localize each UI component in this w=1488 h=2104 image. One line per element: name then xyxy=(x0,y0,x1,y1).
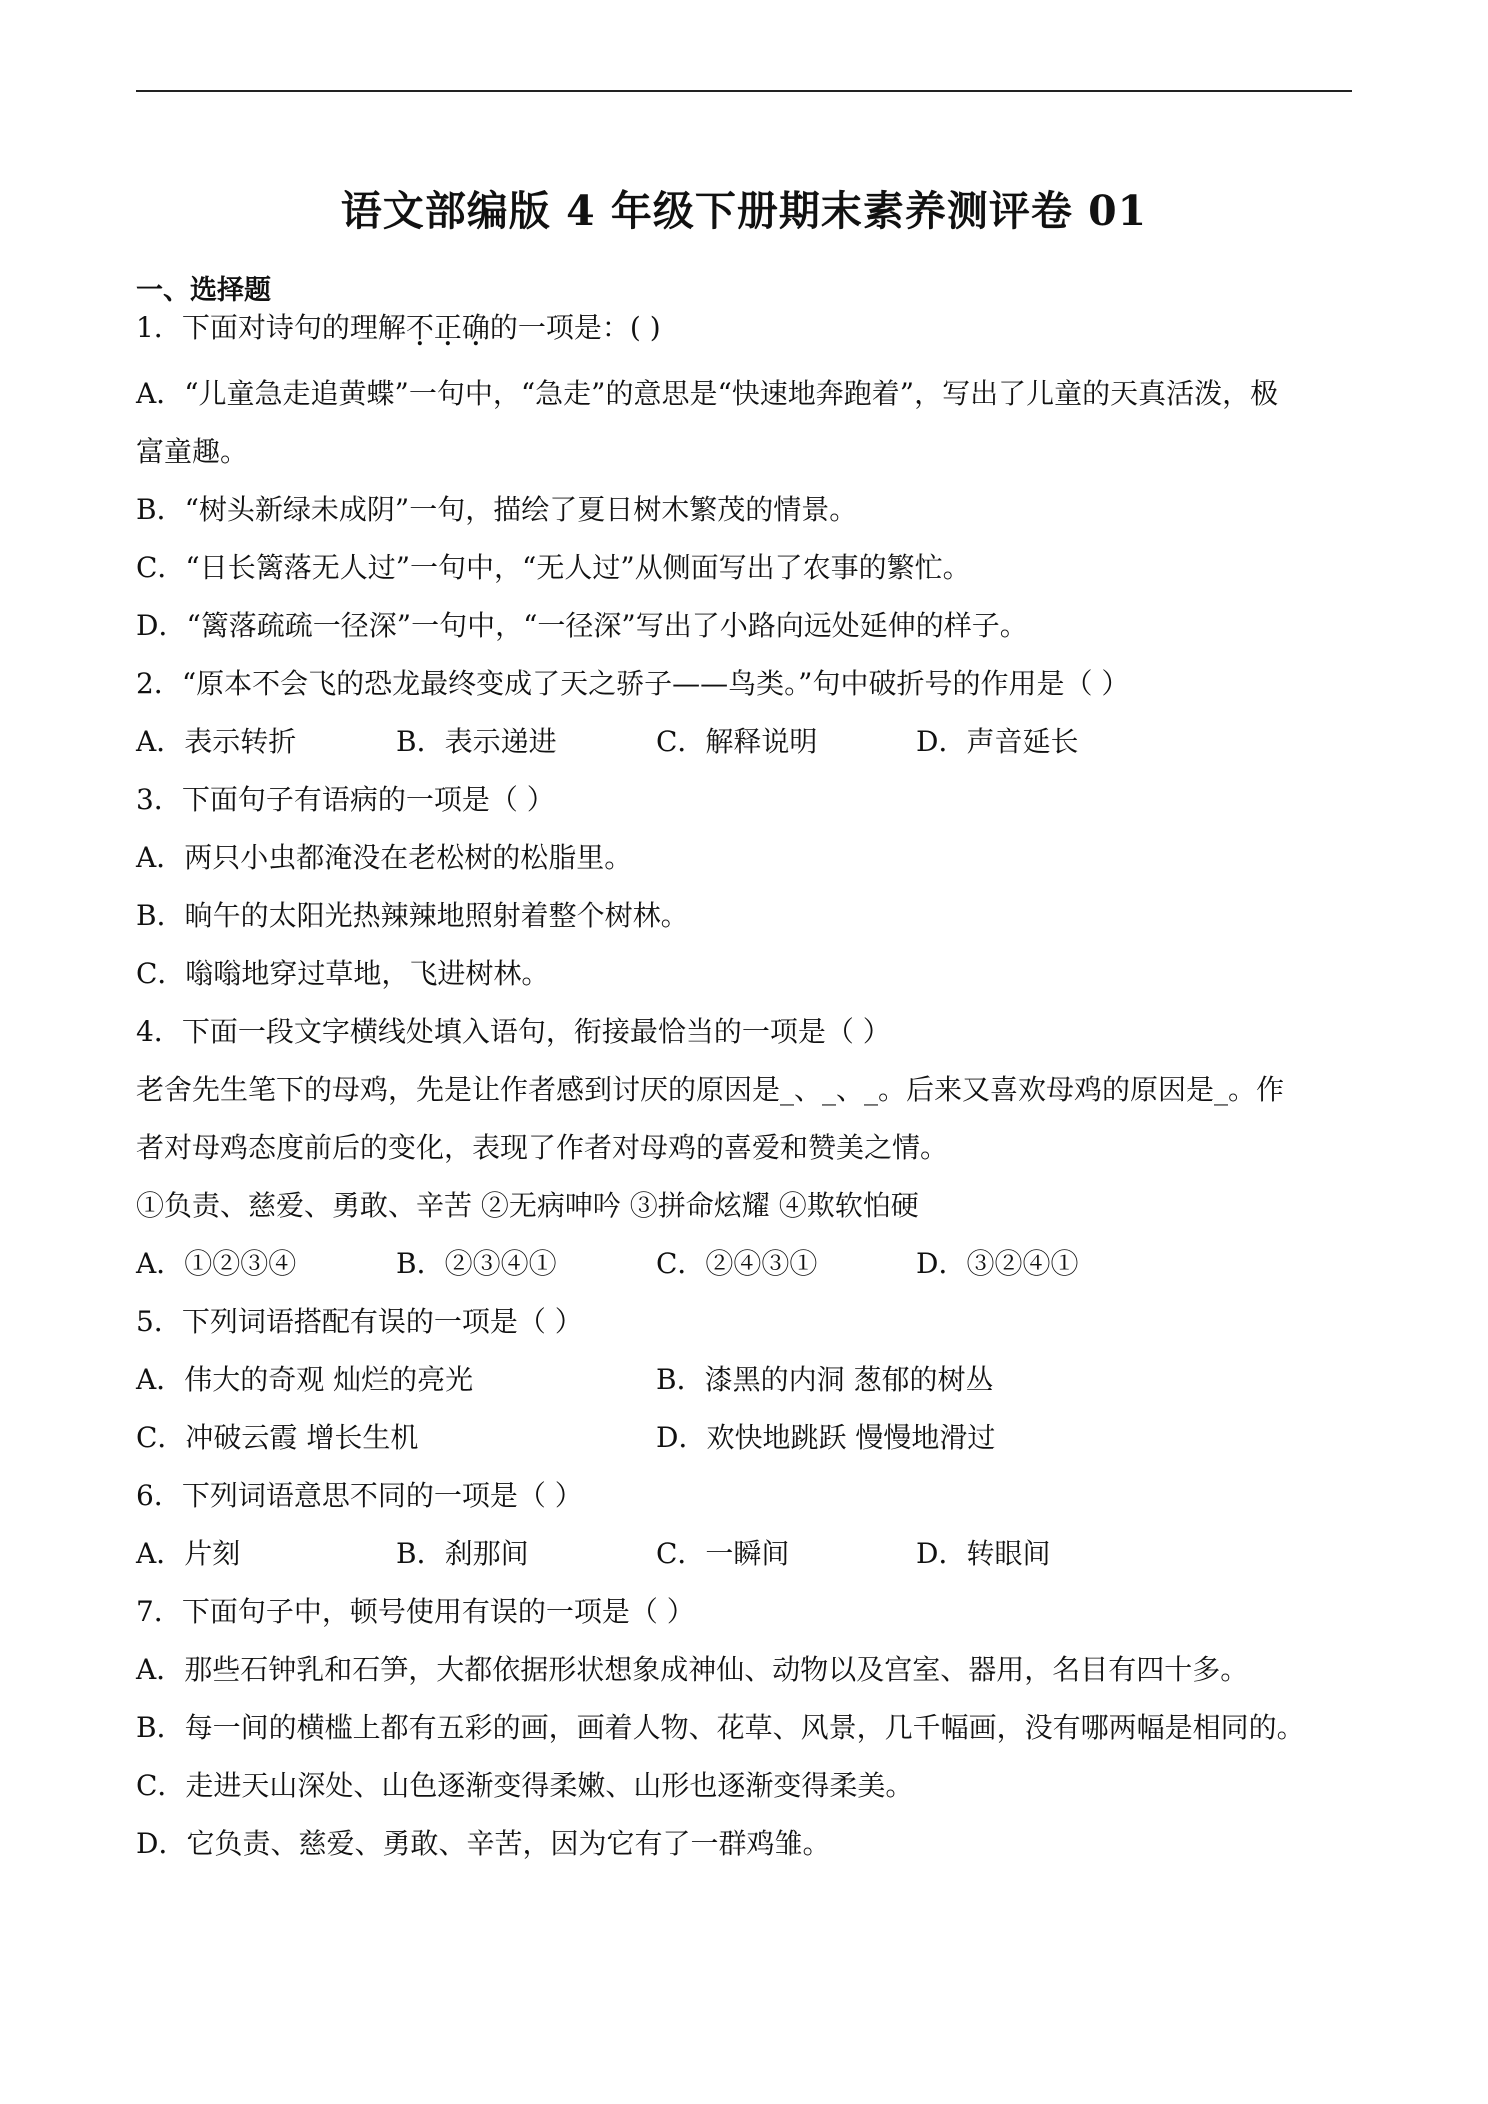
question-5-stem: 5．下列词语搭配有误的一项是（ ） xyxy=(136,1305,583,1338)
section-heading: 一、选择题 xyxy=(136,275,271,306)
question-6-option-c: C．一瞬间 xyxy=(656,1537,790,1570)
question-4-option-d: D．③②④① xyxy=(916,1247,1079,1280)
question-2-stem: 2．“原本不会飞的恐龙最终变成了天之骄子——鸟类。”句中破折号的作用是（ ） xyxy=(136,667,1130,700)
question-3-option-c: C．嗡嗡地穿过草地，飞进树林。 xyxy=(136,957,550,990)
question-6-options xyxy=(136,1534,1050,1574)
question-6-option-a: A．片刻 xyxy=(136,1537,241,1570)
question-1-stem: 1．下面对诗句的理解不正确的一项是：( ) xyxy=(136,311,661,344)
question-3-stem: 3．下面句子有语病的一项是（ ） xyxy=(136,783,555,816)
question-3-option-a: A．两只小虫都淹没在老松树的松脂里。 xyxy=(136,841,633,874)
question-4-option-a: A．①②③④ xyxy=(136,1247,297,1280)
question-4-stem: 4．下面一段文字横线处填入语句，衔接最恰当的一项是（ ） xyxy=(136,1015,891,1048)
question-6-stem: 6．下列词语意思不同的一项是（ ） xyxy=(136,1479,583,1512)
question-7-option-b: B．每一间的横槛上都有五彩的画，画着人物、花草、风景，几千幅画，没有哪两幅是相同的。 xyxy=(136,1711,1305,1744)
question-2-option-b: B．表示递进 xyxy=(396,725,557,758)
question-1-option-b: B．“树头新绿未成阴”一句，描绘了夏日树木繁茂的情景。 xyxy=(136,493,858,526)
question-7-stem: 7．下面句子中，顿号使用有误的一项是（ ） xyxy=(136,1595,695,1628)
question-1-option-d: D．“篱落疏疏一径深”一句中，“一径深”写出了小路向远处延伸的样子。 xyxy=(136,609,1028,642)
question-7-option-a: A．那些石钟乳和石笋，大都依据形状想象成神仙、动物以及宫室、器用，名目有四十多。 xyxy=(136,1653,1249,1686)
page-title: 语文部编版 4 年级下册期末素养测评卷 01 xyxy=(340,187,1148,235)
question-7-option-d: D．它负责、慈爱、勇敢、辛苦，因为它有了一群鸡雏。 xyxy=(136,1827,831,1860)
question-4-option-c: C．②④③① xyxy=(656,1247,818,1280)
question-1-option-a-cont: 富童趣。 xyxy=(136,435,249,468)
question-7-option-c: C．走进天山深处、山色逐渐变得柔嫩、山形也逐渐变得柔美。 xyxy=(136,1769,914,1802)
question-5-option-d: D．欢快地跳跃 慢慢地滑过 xyxy=(656,1421,996,1454)
question-2-options xyxy=(136,722,1078,762)
question-5-options-row-1 xyxy=(136,1360,993,1400)
question-3-option-b: B．晌午的太阳光热辣辣地照射着整个树林。 xyxy=(136,899,689,932)
emphasis-dot-char: 正 xyxy=(433,311,462,344)
question-5-option-c: C．冲破云霞 增长生机 xyxy=(136,1421,419,1454)
question-5-option-b: B．漆黑的内洞 葱郁的树丛 xyxy=(656,1363,994,1396)
emphasis-dot-char: 不 xyxy=(405,311,434,344)
question-1-option-c: C．“日长篱落无人过”一句中，“无人过”从侧面写出了农事的繁忙。 xyxy=(136,551,971,584)
question-5-options-row-2 xyxy=(136,1418,995,1458)
question-2-option-d: D．声音延长 xyxy=(916,725,1079,758)
question-4-passage-line-1: 老舍先生笔下的母鸡，先是让作者感到讨厌的原因是_、_、_。后来又喜欢母鸡的原因是_。作 xyxy=(136,1073,1285,1106)
question-4-options xyxy=(136,1244,1078,1284)
header-rule xyxy=(136,90,1352,92)
question-2-option-a: A．表示转折 xyxy=(136,725,297,758)
question-4-option-b: B．②③④① xyxy=(396,1247,557,1280)
question-5-option-a: A．伟大的奇观 灿烂的亮光 xyxy=(136,1363,474,1396)
question-6-option-d: D．转眼间 xyxy=(916,1537,1051,1570)
question-4-passage-line-2: 者对母鸡态度前后的变化，表现了作者对母鸡的喜爱和赞美之情。 xyxy=(136,1131,949,1164)
question-2-option-c: C．解释说明 xyxy=(656,725,818,758)
emphasis-dot-char: 确 xyxy=(461,311,490,344)
question-4-items: ①负责、慈爱、勇敢、辛苦 ②无病呻吟 ③拼命炫耀 ④欺软怕硬 xyxy=(136,1189,919,1222)
question-6-option-b: B．刹那间 xyxy=(396,1537,529,1570)
question-1-option-a: A．“儿童急走追黄蝶”一句中，“急走”的意思是“快速地奔跑着”，写出了儿童的天真活泼，极 xyxy=(136,377,1279,410)
